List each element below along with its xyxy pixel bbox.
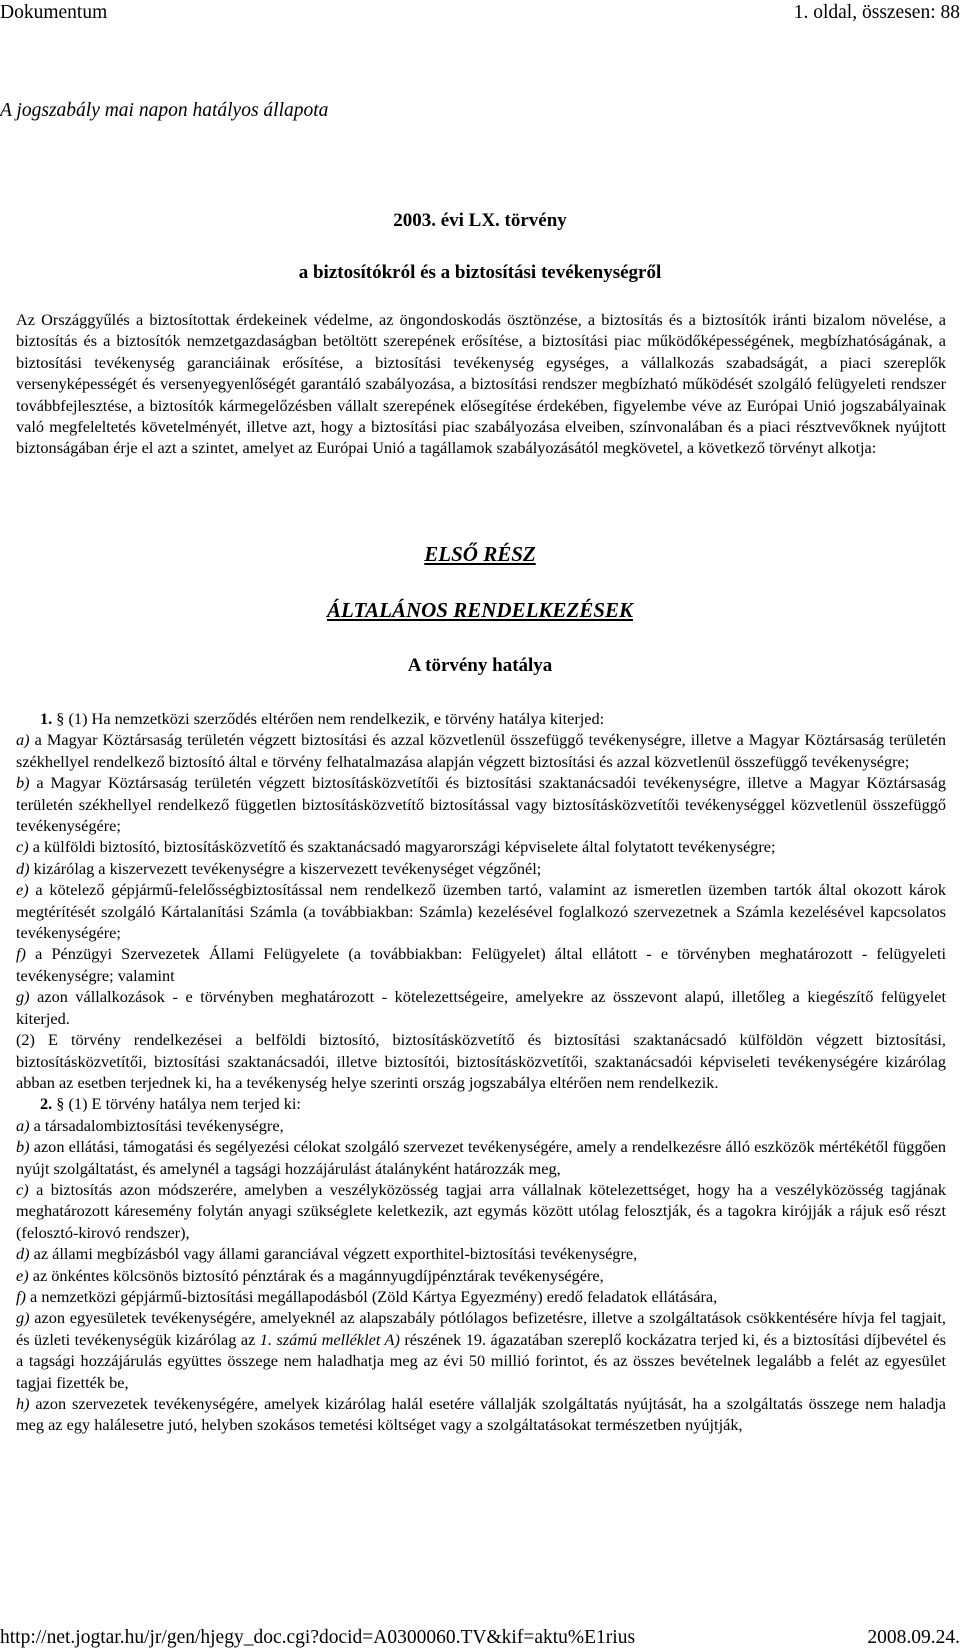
s1-p1-text: § (1) Ha nemzetközi szerződés eltérően nem rendelkezik, e törvény hatálya kiterjed: bbox=[56, 709, 605, 728]
s1-point-b bbox=[16, 772, 946, 836]
law-body bbox=[16, 708, 946, 1436]
s2-f-text: a nemzetközi gépjármű-biztosítási megállapodásból (Zöld Kártya Egyezmény) eredő feladatok ellátására, bbox=[30, 1286, 718, 1306]
s2-e-text: az önkéntes kölcsönös biztosító pénztárak és a magánnyugdíjpénztárak tevékenységére, bbox=[32, 1265, 604, 1285]
s1-number: 1. bbox=[40, 709, 53, 728]
s1-e-label: e) bbox=[16, 880, 29, 900]
s1-point-a bbox=[16, 729, 946, 772]
s2-point-d bbox=[16, 1243, 946, 1264]
s2-point-b bbox=[16, 1136, 946, 1179]
section-title: A törvény hatálya bbox=[407, 655, 553, 676]
s2-paragraph-1 bbox=[16, 1093, 946, 1114]
s2-d-text: az állami megbízásból vagy állami garanciával végzett exporthitel-biztosítási tevékenységre, bbox=[33, 1244, 638, 1264]
part-title: ÁLTALÁNOS RENDELKEZÉSEK bbox=[327, 598, 633, 622]
s2-number: 2. bbox=[40, 1094, 53, 1114]
s1-d-text: kizárólag a kiszervezett tevékenységre a kiszervezett tevékenységet végzőnél; bbox=[33, 858, 542, 878]
s2-c-label: c) bbox=[16, 1179, 29, 1199]
s2-h-text: azon szervezetek tevékenységére, amelyek kizárólag halál esetére vállalják szolgáltatás nyújtását, ha a szolgáltatás összege nem haladja meg az egy halálesetre jutó, helyben szokásos temetési költséget vagy a szolgáltatásokat természetben nyújtják, bbox=[16, 1394, 946, 1435]
s1-e-text: a kötelező gépjármű-felelősségbiztosítással nem rendelkező üzemben tartó, valamint az ismeretlen üzemben tartók által okozott károk megtérítését szolgáló Kártalanítási Számla (a továbbiakban: Számla) kezelésével foglalkozó szervezetnek a Számla kezelésével kapcsolatos tevékenységére; bbox=[16, 880, 946, 943]
s1-c-label: c) bbox=[16, 837, 29, 857]
s1-b-label: b) bbox=[16, 773, 30, 793]
s1-g-label: g) bbox=[16, 987, 30, 1007]
law-title: a biztosítókról és a biztosítási tevékenységről bbox=[298, 262, 662, 283]
page-header bbox=[0, 0, 960, 26]
s2-a-label: a) bbox=[16, 1115, 30, 1135]
s2-point-c bbox=[16, 1179, 946, 1243]
s2-b-label: b) bbox=[16, 1137, 30, 1157]
s2-point-h bbox=[16, 1393, 946, 1436]
s1-point-d bbox=[16, 858, 946, 879]
s2-point-g bbox=[16, 1307, 946, 1393]
s2-g-text-pre: azon egyesületek tevékenységére, amelyeknél az alapszabály pótlólagos befizetésre, illetve a szolgáltatások csökkentésére hívja fel tagjait, és üzleti tevékenységük kizárólag az bbox=[16, 1308, 946, 1349]
s1-a-label: a) bbox=[16, 730, 30, 750]
s1-d-label: d) bbox=[16, 858, 30, 878]
s2-f-label: f) bbox=[16, 1286, 26, 1306]
s1-point-c bbox=[16, 836, 946, 857]
s1-point-e bbox=[16, 879, 946, 943]
header-document-label: Dokumentum bbox=[0, 2, 108, 23]
footer-date: 2008.09.24. bbox=[867, 1627, 960, 1648]
s1-paragraph-1 bbox=[16, 708, 946, 729]
s2-d-label: d) bbox=[16, 1244, 30, 1264]
page-footer bbox=[0, 1624, 960, 1652]
s2-point-e bbox=[16, 1265, 946, 1286]
s1-b-text: a Magyar Köztársaság területén végzett biztosításközvetítői és biztosítási szaktanácsadói tevékenységre, illetve a Magyar Köztársaság területén székhellyel rendelkező független biztosításközvetítő biztosítással vagy biztosításközvetítői tevékenységgel közvetlenül összefüggő tevékenységére; bbox=[16, 773, 946, 836]
s1-g-text: azon vállalkozások - e törvényben meghatározott - kötelezettségeire, amelyekre az összevont alapú, illetőleg a kiegészítő felügyelet kiterjed. bbox=[16, 987, 946, 1028]
part-label: ELSŐ RÉSZ bbox=[424, 542, 536, 566]
law-number: 2003. évi LX. törvény bbox=[393, 210, 567, 231]
s1-f-label: f) bbox=[16, 944, 26, 964]
s2-point-f bbox=[16, 1286, 946, 1307]
s1-c-text: a külföldi biztosító, biztosításközvetítő és szaktanácsadó magyarországi képviselete által folytatott tevékenységre; bbox=[32, 837, 776, 857]
s1-paragraph-2: (2) E törvény rendelkezései a belföldi biztosító, biztosításközvetítő és biztosítási szaktanácsadó külföldön végzett biztosítási, biztosításközvetítői, biztosítási szaktanácsadói, illetve biztosítói, biztosításközvetítői, szaktanácsadói képviseleti tevékenységére kizárólag abban az esetben terjednek ki, ha a tevékenység helye szerinti ország jogszabálya eltérően nem rendelkezik. bbox=[16, 1030, 946, 1092]
s2-g-text-post: részének 19. ágazatában szereplő kockázatra terjed ki, és a biztosítási díjbevétel és a tagsági hozzájárulás együttes összege nem haladhatja meg az évi 50 millió forintot, és az összes bevételnek legalább a felét az egyesület tagjai fizették be, bbox=[16, 1329, 946, 1392]
s2-a-text: a társadalombiztosítási tevékenységre, bbox=[33, 1115, 284, 1135]
s2-h-label: h) bbox=[16, 1394, 30, 1413]
footer-source-url[interactable]: http://net.jogtar.hu/jr/gen/hjegy_doc.cgi?docid=A0300060.TV&kif=aktu%E1rius bbox=[0, 1627, 636, 1648]
header-page-count: 1. oldal, összesen: 88 bbox=[793, 2, 960, 23]
s2-g-label: g) bbox=[16, 1308, 30, 1328]
s1-a-text: a Magyar Köztársaság területén végzett biztosítási és azzal közvetlenül összefüggő tevékenységre, illetve a Magyar Köztársaság területén székhellyel rendelkező biztosító által e törvény felhatalmazása alapján végzett biztosítási és azzal közvetlenül összefüggő tevékenységre; bbox=[16, 730, 946, 771]
s1-f-text: a Pénzügyi Szervezetek Állami Felügyelete (a továbbiakban: Felügyelet) által ellátott - e törvényben meghatározott - felügyeleti tevékenységre; valamint bbox=[16, 944, 946, 985]
s2-b-text: azon ellátási, támogatási és segélyezési célokat szolgáló szervezet tevékenységére, amely a rendelkezésre álló eszközök mértékétől függően nyújt szolgáltatást, és amelynél a tagsági hozzájárulást átalányként határozzák meg, bbox=[16, 1137, 946, 1178]
preamble: Az Országgyűlés a biztosítottak érdekeinek védelme, az öngondoskodás ösztönzése, a biztosítás és a biztosítók iránti bizalom növelése, a biztosítás és a biztosítók nemzetgazdaságban betöltött szerepének erősítése, a biztosítási piac működőképességének, megbízhatóságának, a biztosítási tevékenység garanciáinak erősítése, a biztosítási tevékenység egységes, a vállalkozás szabadságát, a piaci szereplők versenyképességét és versenyegyenlőségét garantáló szabályozása, a biztosítási rendszer megbízható működését szolgáló felügyeleti rendszer továbbfejlesztése, a biztosítók kármegelőzésben vállalt szerepének elősegítése érdekében, figyelembe véve az Európai Unió jogszabályainak való megfeleltetés követelményét, illetve azt, hogy a biztosítási piac szabályozása elveiben, színvonalában és a piaci résztvevőknek nyújtott biztonságában érje el azt a szintet, amelyet az Európai Unió a tagállamok szabályozásától megkövetel, a következő törvényt alkotja: bbox=[16, 310, 946, 458]
status-line: A jogszabály mai napon hatályos állapota bbox=[0, 100, 329, 121]
s2-e-label: e) bbox=[16, 1265, 29, 1285]
s2-point-a bbox=[16, 1115, 946, 1136]
s2-c-text: a biztosítás azon módszerére, amelyben a veszélyközösség tagjai arra vállalnak kötelezettséget, hogy ha a veszélyközösség tagjának meghatározott káresemény folytán anyagi szükséglete keletkezik, azt egymás között utólag felosztják, és a tagokra kirójják a rájuk eső részt (felosztó-kirovó rendszer), bbox=[16, 1179, 946, 1242]
s1-point-f bbox=[16, 943, 946, 986]
s2-g-annex-reference: 1. számú melléklet A) bbox=[259, 1329, 400, 1349]
s2-p1-text: § (1) E törvény hatálya nem terjed ki: bbox=[56, 1094, 301, 1114]
s1-point-g bbox=[16, 986, 946, 1029]
